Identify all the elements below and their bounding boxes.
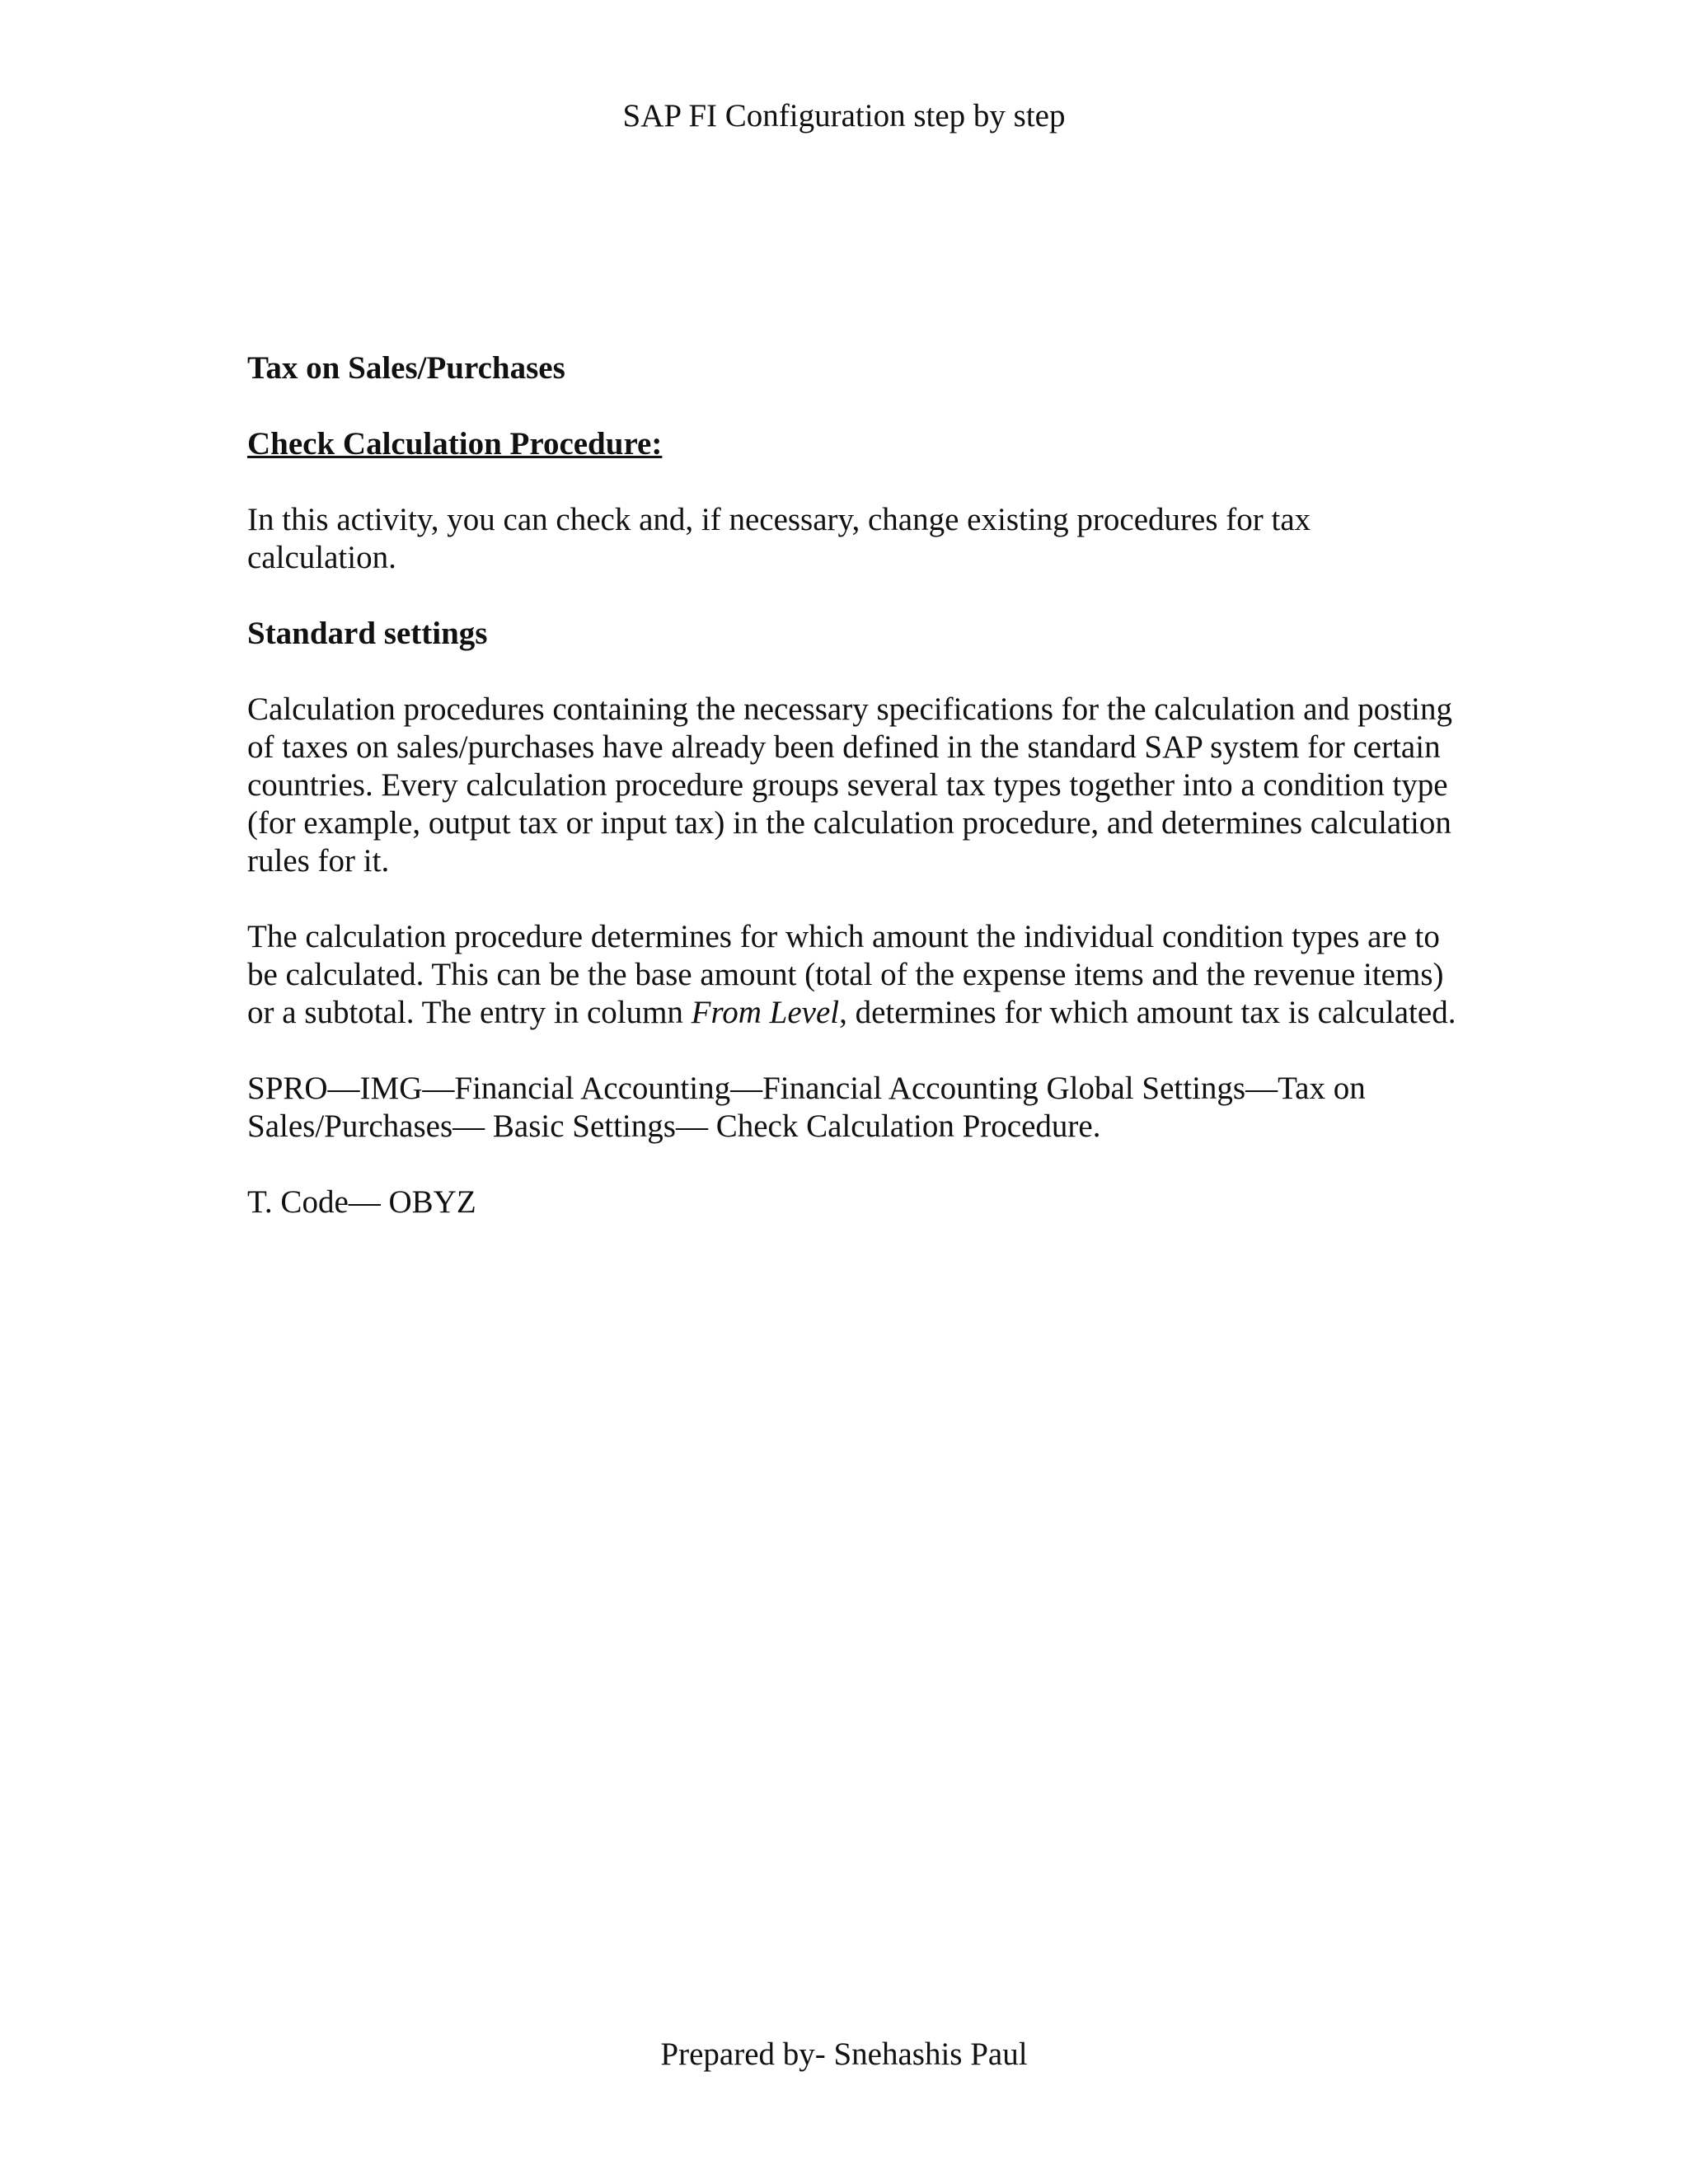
page-footer: Prepared by- Snehashis Paul (660, 2036, 1028, 2072)
page-content (247, 349, 1467, 1221)
intro-paragraph: In this activity, you can check and, if necessary, change existing procedures for tax calculation. (247, 502, 1311, 575)
page-header: SAP FI Configuration step by step (622, 98, 1066, 134)
calculation-procedures-paragraph: Calculation procedures containing the necessary specifications for the calculation and posting of taxes on sales/purchases have already been defined in the standard SAP system for certain countries. Every calculation procedure groups several tax types together into a condition type (for example, output tax or input tax) in the calculation procedure, and determines calculation rules for it. (247, 691, 1453, 879)
section-title: Tax on Sales/Purchases (247, 350, 565, 386)
from-level-term: From Level (691, 995, 840, 1030)
paragraph-text-start: The calculation procedure determines for which amount the individual condition types are to be calculated. This can be the base amount (total of the expense items and the revenue items) or a subtotal. The entry in column (247, 919, 1444, 1030)
transaction-code: T. Code— OBYZ (247, 1184, 476, 1220)
paragraph-text-end: , determines for which amount tax is calculated. (839, 995, 1456, 1030)
standard-settings-heading: Standard settings (247, 616, 488, 651)
menu-path: SPRO—IMG—Financial Accounting—Financial Accounting Global Settings—Tax on Sales/Purchases— Basic Settings— Check Calculation Procedure. (247, 1071, 1366, 1144)
condition-types-paragraph (247, 918, 1467, 1032)
subsection-title: Check Calculation Procedure: (247, 426, 663, 462)
